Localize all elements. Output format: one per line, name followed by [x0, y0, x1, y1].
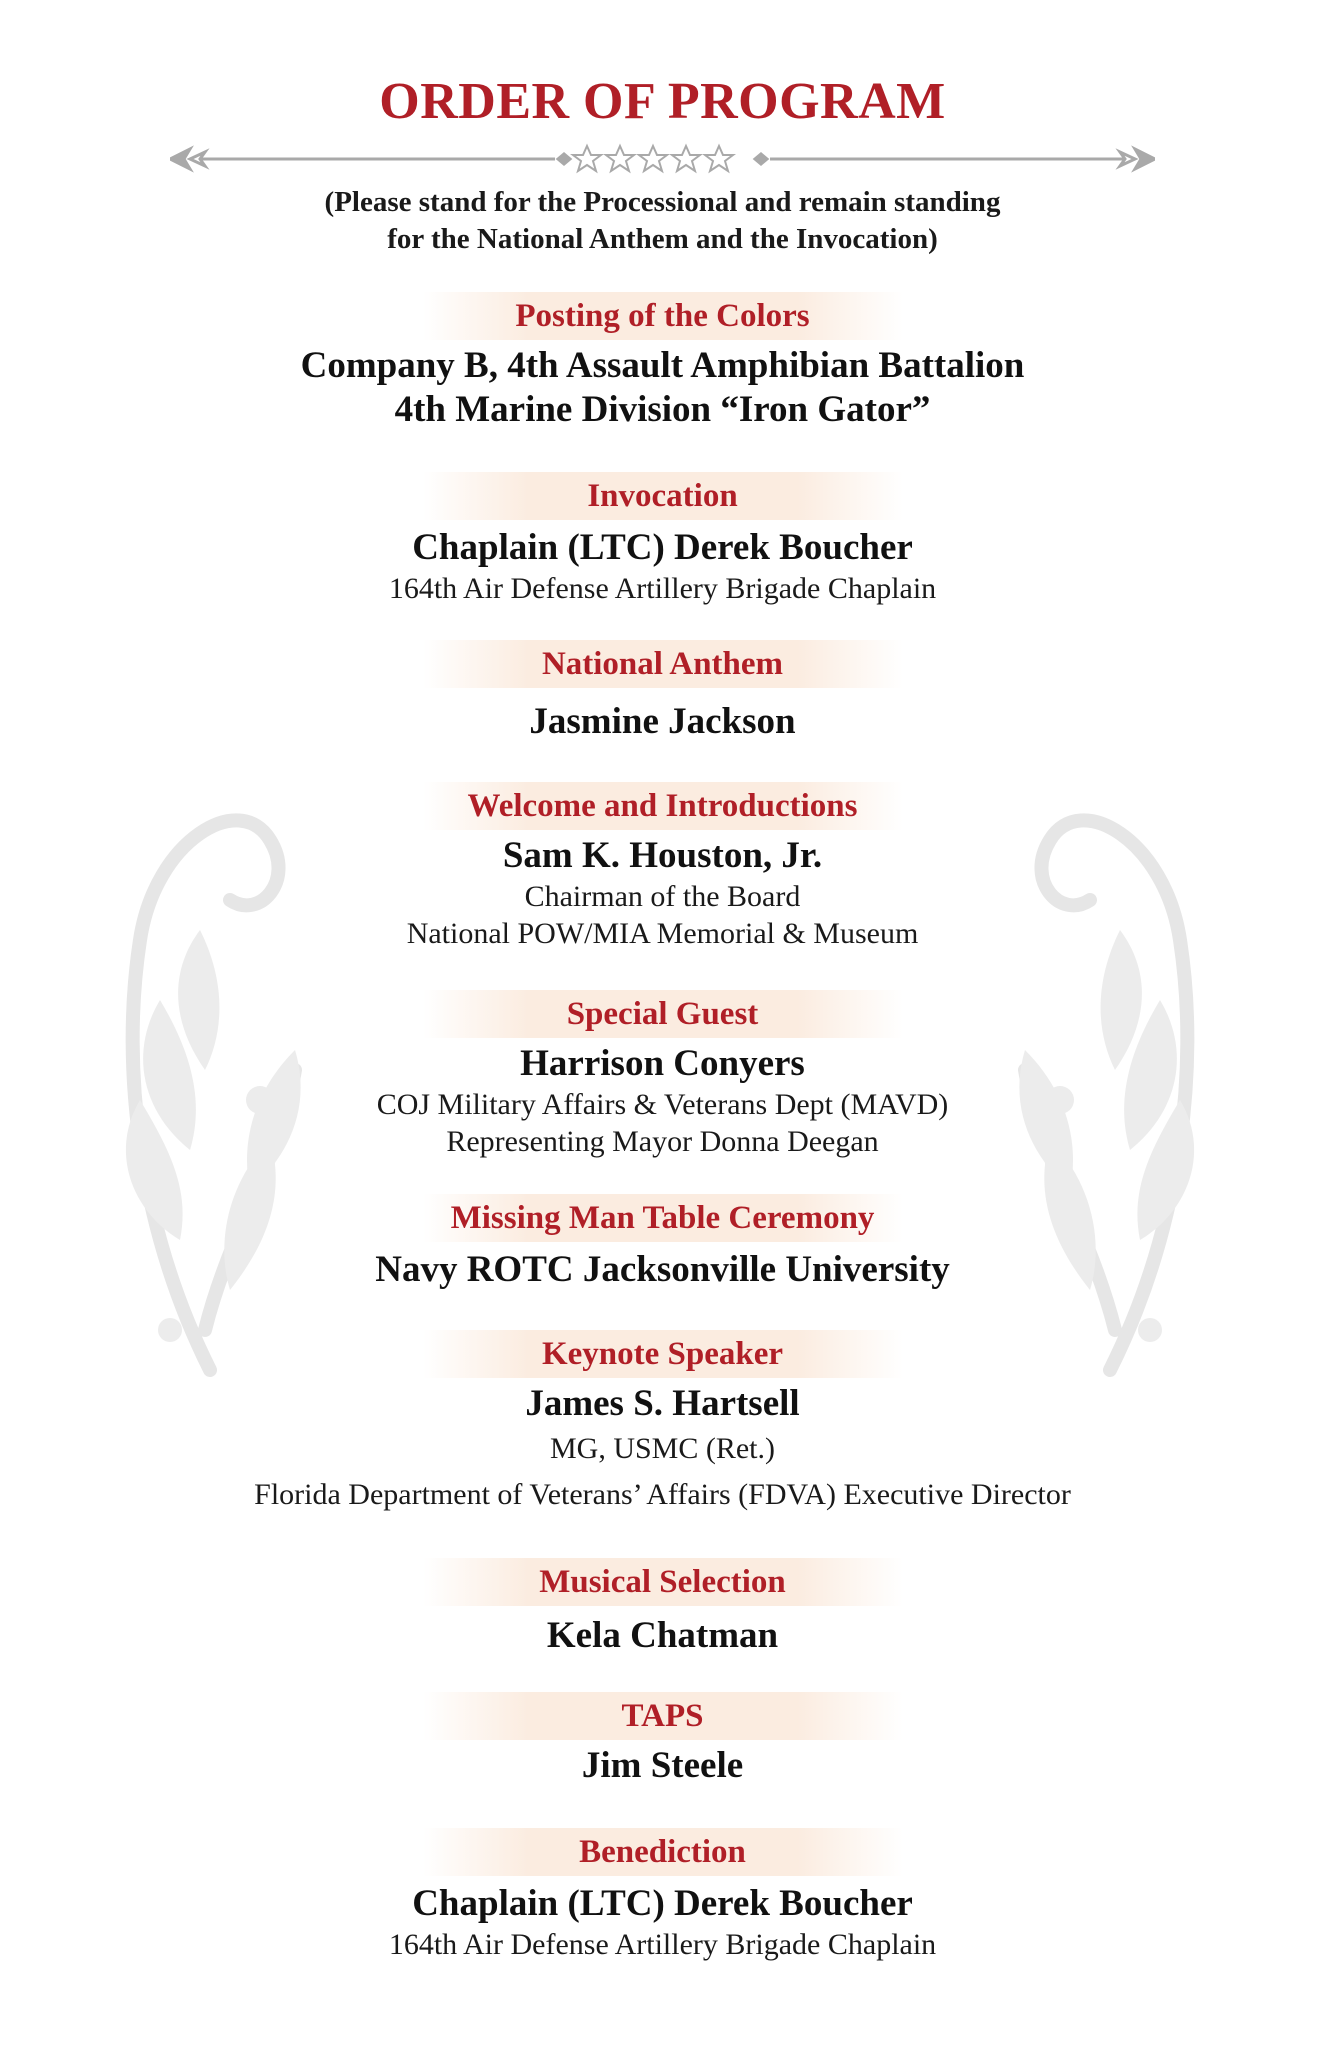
program-item-special-guest — [0, 990, 1325, 1160]
performer-title: Florida Department of Veterans’ Affairs (FDVA) Executive Director — [254, 1478, 1071, 1511]
performer-name: Harrison Conyers — [520, 1043, 805, 1084]
section-heading: National Anthem — [423, 640, 903, 688]
performer-name: Jim Steele — [581, 1745, 744, 1786]
section-heading: Benediction — [423, 1828, 903, 1876]
program-item-national-anthem — [0, 640, 1325, 744]
performer-name: Company B, 4th Assault Amphibian Battalion — [300, 345, 1025, 386]
section-heading: Posting of the Colors — [423, 292, 903, 340]
performer-name: Jasmine Jackson — [529, 701, 796, 742]
performer-name: Kela Chatman — [546, 1615, 779, 1656]
note-line: for the National Anthem and the Invocation) — [387, 223, 938, 255]
performer-title: 164th Air Defense Artillery Brigade Chaplain — [388, 1928, 937, 1961]
program-item-taps — [0, 1692, 1325, 1788]
performer-name: Chaplain (LTC) Derek Boucher — [412, 1883, 913, 1924]
stars-icon — [573, 146, 733, 171]
section-heading: Special Guest — [423, 990, 903, 1038]
performer-name: Chaplain (LTC) Derek Boucher — [412, 527, 913, 568]
performer-title: MG, USMC (Ret.) — [549, 1432, 775, 1465]
section-heading: Invocation — [423, 472, 903, 520]
performer-title: Chairman of the Board — [524, 880, 801, 913]
section-heading: TAPS — [423, 1692, 903, 1740]
section-heading: Keynote Speaker — [423, 1330, 903, 1378]
performer-title: National POW/MIA Memorial & Museum — [406, 917, 919, 950]
program-item-posting-colors — [0, 292, 1325, 432]
performer-name: Sam K. Houston, Jr. — [502, 835, 823, 876]
note-line: (Please stand for the Processional and remain standing — [324, 186, 1001, 218]
section-heading: Musical Selection — [423, 1558, 903, 1606]
program-item-keynote — [0, 1330, 1325, 1518]
stars-divider — [170, 142, 1155, 176]
program-item-invocation — [0, 472, 1325, 607]
program-item-musical-selection — [0, 1558, 1325, 1658]
performer-name: Navy ROTC Jacksonville University — [375, 1249, 950, 1290]
program-item-benediction — [0, 1828, 1325, 1963]
performer-title: Representing Mayor Donna Deegan — [446, 1125, 879, 1158]
performer-title: 164th Air Defense Artillery Brigade Chaplain — [388, 572, 937, 605]
section-heading: Missing Man Table Ceremony — [423, 1194, 903, 1242]
program-item-welcome — [0, 782, 1325, 952]
standing-note — [0, 184, 1325, 258]
performer-title: COJ Military Affairs & Veterans Dept (MAVD) — [376, 1088, 949, 1121]
program-item-missing-man-table — [0, 1194, 1325, 1292]
section-heading: Welcome and Introductions — [423, 782, 903, 830]
performer-name: 4th Marine Division “Iron Gator” — [394, 389, 931, 430]
performer-name: James S. Hartsell — [525, 1383, 800, 1424]
page-title: ORDER OF PROGRAM — [379, 73, 946, 130]
